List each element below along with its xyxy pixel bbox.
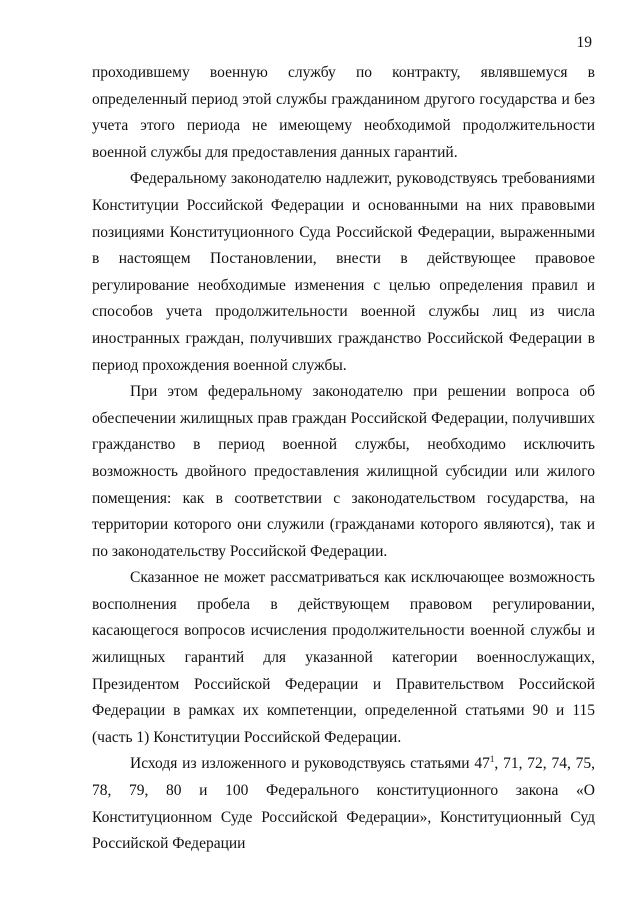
ruling-basis-text-end: , 71, 72, 74, 75, 78, 79, 80 и 100 Федерального конституционного закона «О Конституционном Суде Российской Федерации», Конституционный Суд Российской Федерации	[92, 755, 595, 853]
paragraph-gap-filling: Сказанное не может рассматриваться как исключающее возможность восполнения пробела в действующем правовом регулировании, касающегося вопросов исчисления продолжительности военной службы и жилищных гарантий для указанной категории военнослужащих, Президентом Российской Федерации и Правительством Российской Федерации в рамках их компетенции, определенной статьями 90 и 115 (часть 1) Конституции Российской Федерации.	[92, 569, 595, 746]
document-body	[92, 60, 595, 858]
paragraph-ruling-basis	[92, 751, 595, 857]
paragraph-legislator-duty: Федеральному законодателю надлежит, руководствуясь требованиями Конституции Российской Федерации и основанными на них правовыми позициями Конституционного Суда Российской Федерации, выраженными в настоящем Постановлении, внести в действующее правовое регулирование необходимые изменения с целью определения правил и способов учета продолжительности военной службы лиц из числа иностранных граждан, получивших гражданство Российской Федерации в период прохождения военной службы.	[92, 170, 595, 374]
ruling-basis-text-start: Исходя из изложенного и руководствуясь статьями 47	[130, 755, 490, 773]
paragraph-continuation: проходившему военную службу по контракту, являвшемуся в определенный период этой службы гражданином другого государства и без учета этого периода не имеющему необходимой продолжительности военной службы для предоставления данных гарантий.	[92, 64, 595, 161]
paragraph-housing-rights: При этом федеральному законодателю при решении вопроса об обеспечении жилищных прав граждан Российской Федерации, получивших гражданство в период военной службы, необходимо исключить возможность двойного предоставления жилищной субсидии или жилого помещения: как в соответствии с законодательством государства, на территории которого они служили (гражданами которого являются), так и по законодательству Российской Федерации.	[92, 383, 595, 560]
article-superscript: 1	[489, 754, 495, 765]
page-number: 19	[576, 34, 592, 51]
